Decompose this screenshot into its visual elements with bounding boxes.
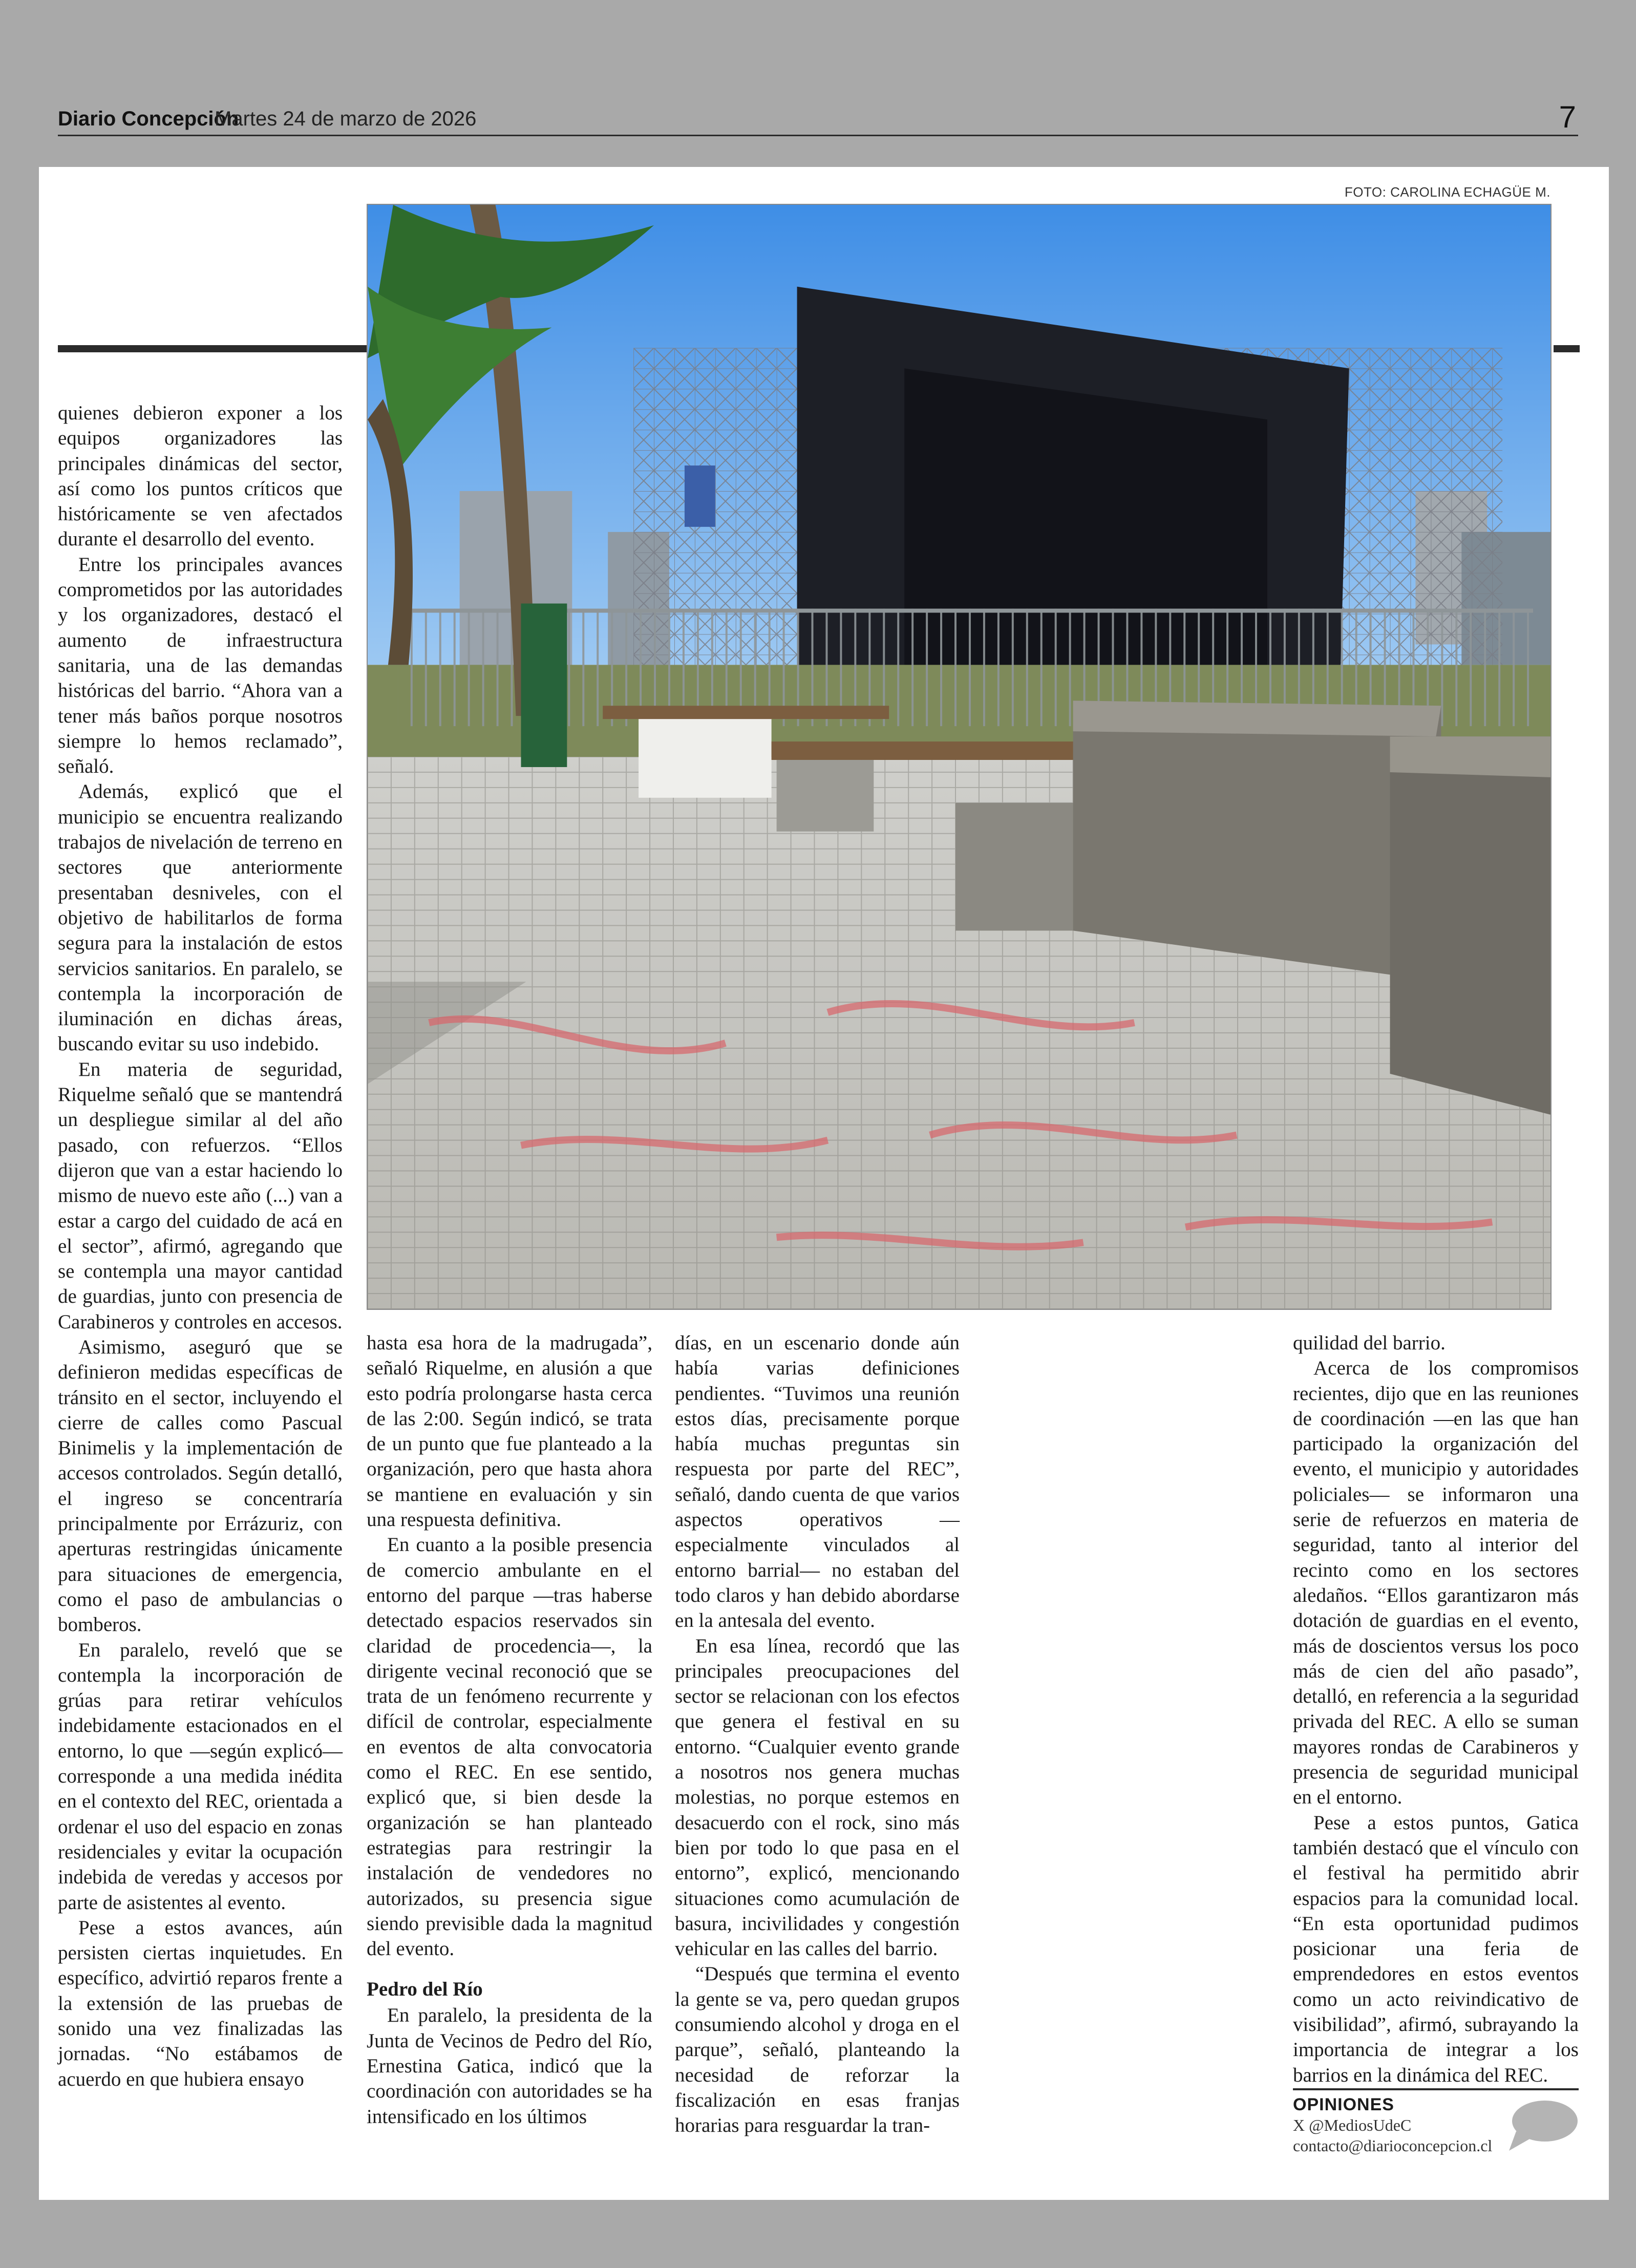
paragraph: días, en un escenario donde aún había varias definiciones pendientes. “Tuvimos una reunión estos días, precisamente porque había muchas preguntas sin respuesta por parte del REC”, señaló, dando cuenta de que varios aspectos operativos —especialmente vinculados al entorno barrial— no estaban del todo claros y han debido abordarse en la antesala del evento. bbox=[675, 1332, 960, 1632]
opinions-title: OPINIONES bbox=[1293, 2095, 1394, 2114]
paragraph: “Después que termina el evento la gente se va, pero quedan grupos consumiendo alcohol y droga en el parque”, señaló, planteando la necesidad de reforzar la fiscalización en esas franjas horarias para resguardar la tran- bbox=[675, 1963, 960, 2137]
article-column-2 bbox=[367, 1330, 652, 2129]
paragraph: En paralelo, la presidenta de la Junta de Vecinos de Pedro del Río, Ernestina Gatica, indicó que la coordinación con autoridades se ha intensificado en los últimos bbox=[367, 2004, 652, 2128]
paragraph: Asimismo, aseguró que se definieron medidas específicas de tránsito en el sector, incluyendo el cierre de calles como Pascual Binimelis y la implementación de accesos controlados. Según detalló, el ingreso se concentraría principalmente por Errázuriz, con aperturas restringidas únicamente para situaciones de emergencia, como el paso de ambulancias o bomberos. bbox=[58, 1336, 343, 1636]
paragraph: quienes debieron exponer a los equipos organizadores las principales dinámicas del sector, así como los puntos críticos que históricamente se ven afectados durante el desarrollo del evento. bbox=[58, 402, 343, 550]
paragraph: En cuanto a la posible presencia de comercio ambulante en el entorno del parque —tras haberse detectado espacios reservados sin claridad de procedencia—, la dirigente vecinal reconoció que se trata de un fenómeno recurrente y difícil de controlar, especialmente en eventos de alta convocatoria como el REC. En ese sentido, explicó que, si bien desde la organización se han planteado estrategias para restringir la instalación de vendedores no autorizados, su presencia sigue siendo previsible dada la magnitud del evento. bbox=[367, 1534, 652, 1960]
paragraph: quilidad del barrio. bbox=[1293, 1332, 1446, 1354]
paragraph: Pese a estos avances, aún persisten ciertas inquietudes. En específico, advirtió reparos frente a la extensión de las pruebas de sonido una vez finalizadas las jornadas. “No estábamos de acuerdo en que hubiera ensayo bbox=[58, 1916, 343, 2090]
article-column-4 bbox=[1293, 1330, 1579, 2088]
article-photo bbox=[367, 204, 1552, 1310]
paragraph: En materia de seguridad, Riquelme señaló que se mantendrá un despliegue similar al del año pasado, con refuerzos. “Ellos dijeron que van a estar haciendo lo mismo de nuevo este año (...) van a estar a cargo del cuidado de acá en el sector”, afirmó, agregando que se contempla una mayor cantidad de guardias, junto con presencia de Carabineros y controles en accesos. bbox=[58, 1058, 343, 1333]
section-rule-left bbox=[58, 345, 370, 352]
page-number: 7 bbox=[1559, 100, 1576, 134]
social-handle[interactable]: X @MediosUdeC bbox=[1293, 2116, 1412, 2134]
newspaper-name: Diario Concepción bbox=[58, 108, 239, 130]
paragraph: Entre los principales avances comprometidos por las autoridades y los organizadores, destacó el aumento de infraestructura sanitaria, una de las demandas históricas del barrio. “Ahora van a tener más baños porque nosotros siempre lo hemos reclamado”, señaló. bbox=[58, 553, 343, 778]
paragraph: Además, explicó que el municipio se encuentra realizando trabajos de nivelación de terreno en sectores que anteriormente presentaban desniveles, con el objetivo de habilitarlos de forma segura para la instalación de estos servicios sanitarios. En paralelo, se contempla la incorporación de iluminación en dichas áreas, buscando evitar su uso indebido. bbox=[58, 780, 343, 1055]
article-column-1 bbox=[58, 400, 343, 2092]
paragraph: hasta esa hora de la madrugada”, señaló Riquelme, en alusión a que esto podría prolongarse hasta cerca de las 2:00. Según indicó, se trata de un punto que fue planteado a la organización, pero que hasta ahora se mantiene en evaluación y sin una respuesta definitiva. bbox=[367, 1332, 652, 1531]
speech-bubble-icon bbox=[1507, 2097, 1579, 2154]
paragraph: Acerca de los compromisos recientes, dijo que en las reuniones de coordinación —en las que han participado la organización del evento, el municipio y autoridades policiales— se informaron una serie de refuerzos en materia de seguridad, tanto al interior del recinto como en los sectores aledaños. “Ellos garantizaron más dotación de guardias en el evento, más de doscientos versus los poco más de cien del año pasado”, detalló, en referencia a la seguridad privada del REC. A ello se suman mayores rondas de Carabineros y presencia de seguridad municipal en el entorno. bbox=[1293, 1357, 1579, 1809]
section-rule-right bbox=[1554, 345, 1580, 352]
page-header bbox=[58, 101, 1578, 136]
paragraph: Pese a estos puntos, Gatica también destacó que el vínculo con el festival ha permitido abrir espacios para la comunidad local. “En esta oportunidad pudimos posicionar una feria de emprendedores en estos eventos como un acto reivindicativo de visibilidad”, afirmó, subrayando la importancia de integrar a los barrios en la dinámica del REC. bbox=[1293, 1811, 1579, 2086]
photo-credit: FOTO: CAROLINA ECHAGÜE M. bbox=[1344, 184, 1550, 200]
subheading: Pedro del Río bbox=[367, 1978, 483, 2001]
opinions-box bbox=[1293, 2088, 1579, 2156]
paragraph: En esa línea, recordó que las principales preocupaciones del sector se relacionan con los efectos que genera el festival en su entorno. “Cualquier evento grande a nosotros nos genera muchas molestias, no porque estemos en desacuerdo con el rock, sino más bien por todo lo que pasa en el entorno”, explicó, mencionando situaciones como acumulación de basura, incivilidades y congestión vehicular en las calles del barrio. bbox=[675, 1635, 960, 1960]
issue-date: Martes 24 de marzo de 2026 bbox=[215, 108, 477, 130]
paragraph: En paralelo, reveló que se contempla la incorporación de grúas para retirar vehículos indebidamente estacionados en el entorno, lo que —según explicó— corresponde a una medida inédita en el contexto del REC, orientada a ordenar el uso del espacio en zonas residenciales y evitar la ocupación indebida de veredas y accesos por parte de asistentes al evento. bbox=[58, 1639, 343, 1914]
stage-park-photo bbox=[368, 205, 1550, 1309]
article-column-3 bbox=[675, 1330, 960, 2138]
contact-email[interactable]: contacto@diarioconcepcion.cl bbox=[1293, 2136, 1493, 2155]
